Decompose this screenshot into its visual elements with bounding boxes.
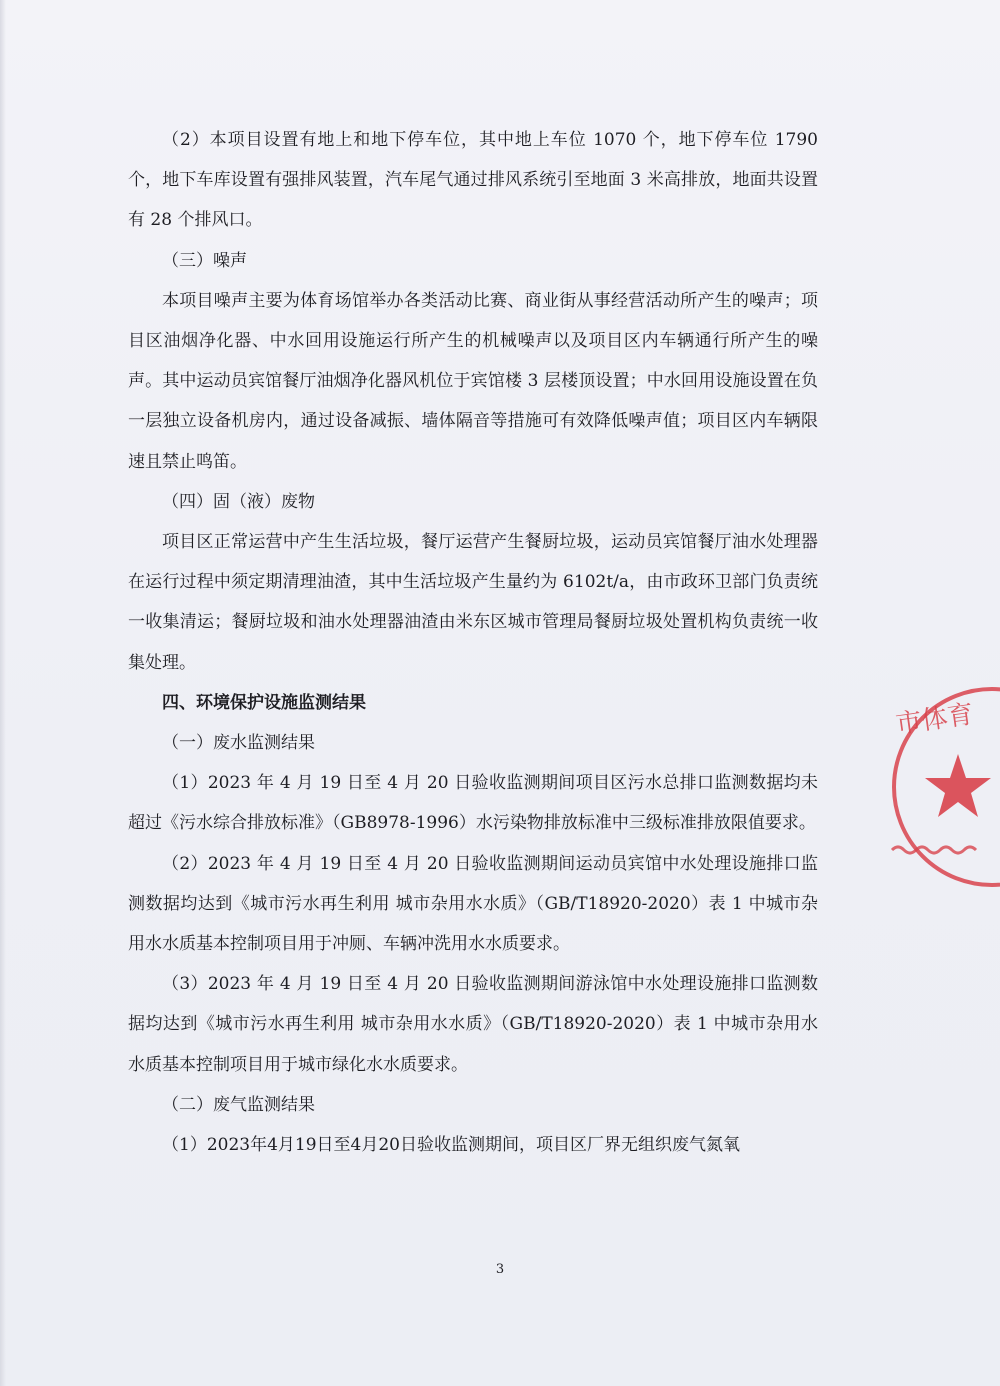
paragraph-parking: （2）本项目设置有地上和地下停车位，其中地上车位 1070 个，地下停车位 1790 个，地下车库设置有强排风装置，汽车尾气通过排风系统引至地面 3 米高排放，地面共设置有 28 个排风口。 (128, 130, 818, 231)
paragraph-wastewater-2: （2）2023 年 4 月 19 日至 4 月 20 日验收监测期间运动员宾馆中水处理设施排口监测数据均达到《城市污水再生利用 城市杂用水水质》（GB/T18920-2020）表 1 中城市杂用水水质基本控制项目用于冲厕、车辆冲洗用水水质要求。 (128, 853, 818, 955)
seal-star-icon (925, 754, 991, 817)
paragraph-solid-waste: 项目区正常运营中产生生活垃圾，餐厅运营产生餐厨垃圾，运动员宾馆餐厅油水处理器在运行过程中须定期清理油渣，其中生活垃圾产生量约为 6102t/a，由市政环卫部门负责统一收集清运；餐厨垃圾和油水处理器油渣由米东区城市管理局餐厨垃圾处置机构负责统一收集处理。 (128, 532, 818, 673)
paragraph-wastewater-3: （3）2023 年 4 月 19 日至 4 月 20 日验收监测期间游泳馆中水处理设施排口监测数据均达到《城市污水再生利用 城市杂用水水质》（GB/T18920-2020）表 1 中城市杂用水水质基本控制项目用于城市绿化水水质要求。 (128, 974, 818, 1075)
document-body (128, 120, 818, 1165)
seal-serial-marks (892, 847, 976, 853)
official-seal-stamp (880, 682, 1000, 892)
subheading-solid-waste: （四）固（液）废物 (162, 491, 315, 512)
paragraph-noise: 本项目噪声主要为体育场馆举办各类活动比赛、商业街从事经营活动所产生的噪声；项目区油烟净化器、中水回用设施运行所产生的机械噪声以及项目区内车辆通行所产生的噪声。其中运动员宾馆餐厅油烟净化器风机位于宾馆楼 3 层楼顶设置；中水回用设施设置在负一层独立设备机房内，通过设备减振、墙体隔音等措施可有效降低噪声值；项目区内车辆限速且禁止鸣笛。 (128, 290, 818, 472)
subheading-exhaust: （二）废气监测结果 (162, 1094, 315, 1115)
subheading-noise: （三）噪声 (162, 250, 247, 271)
subheading-wastewater: （一）废水监测结果 (162, 733, 315, 754)
paragraph-wastewater-1: （1）2023 年 4 月 19 日至 4 月 20 日验收监测期间项目区污水总排口监测数据均未超过《污水综合排放标准》（GB8978-1996）水污染物排放标准中三级标准排放限值要求。 (128, 773, 818, 834)
scan-edge-shadow (0, 0, 6, 1386)
section-heading-monitoring-results: 四、环境保护设施监测结果 (162, 692, 366, 713)
seal-text: 市体育 (893, 699, 976, 741)
paragraph-exhaust-1: （1）2023年4月19日至4月20日验收监测期间，项目区厂界无组织废气氮氧 (162, 1135, 740, 1156)
page-number: 3 (495, 1262, 505, 1277)
